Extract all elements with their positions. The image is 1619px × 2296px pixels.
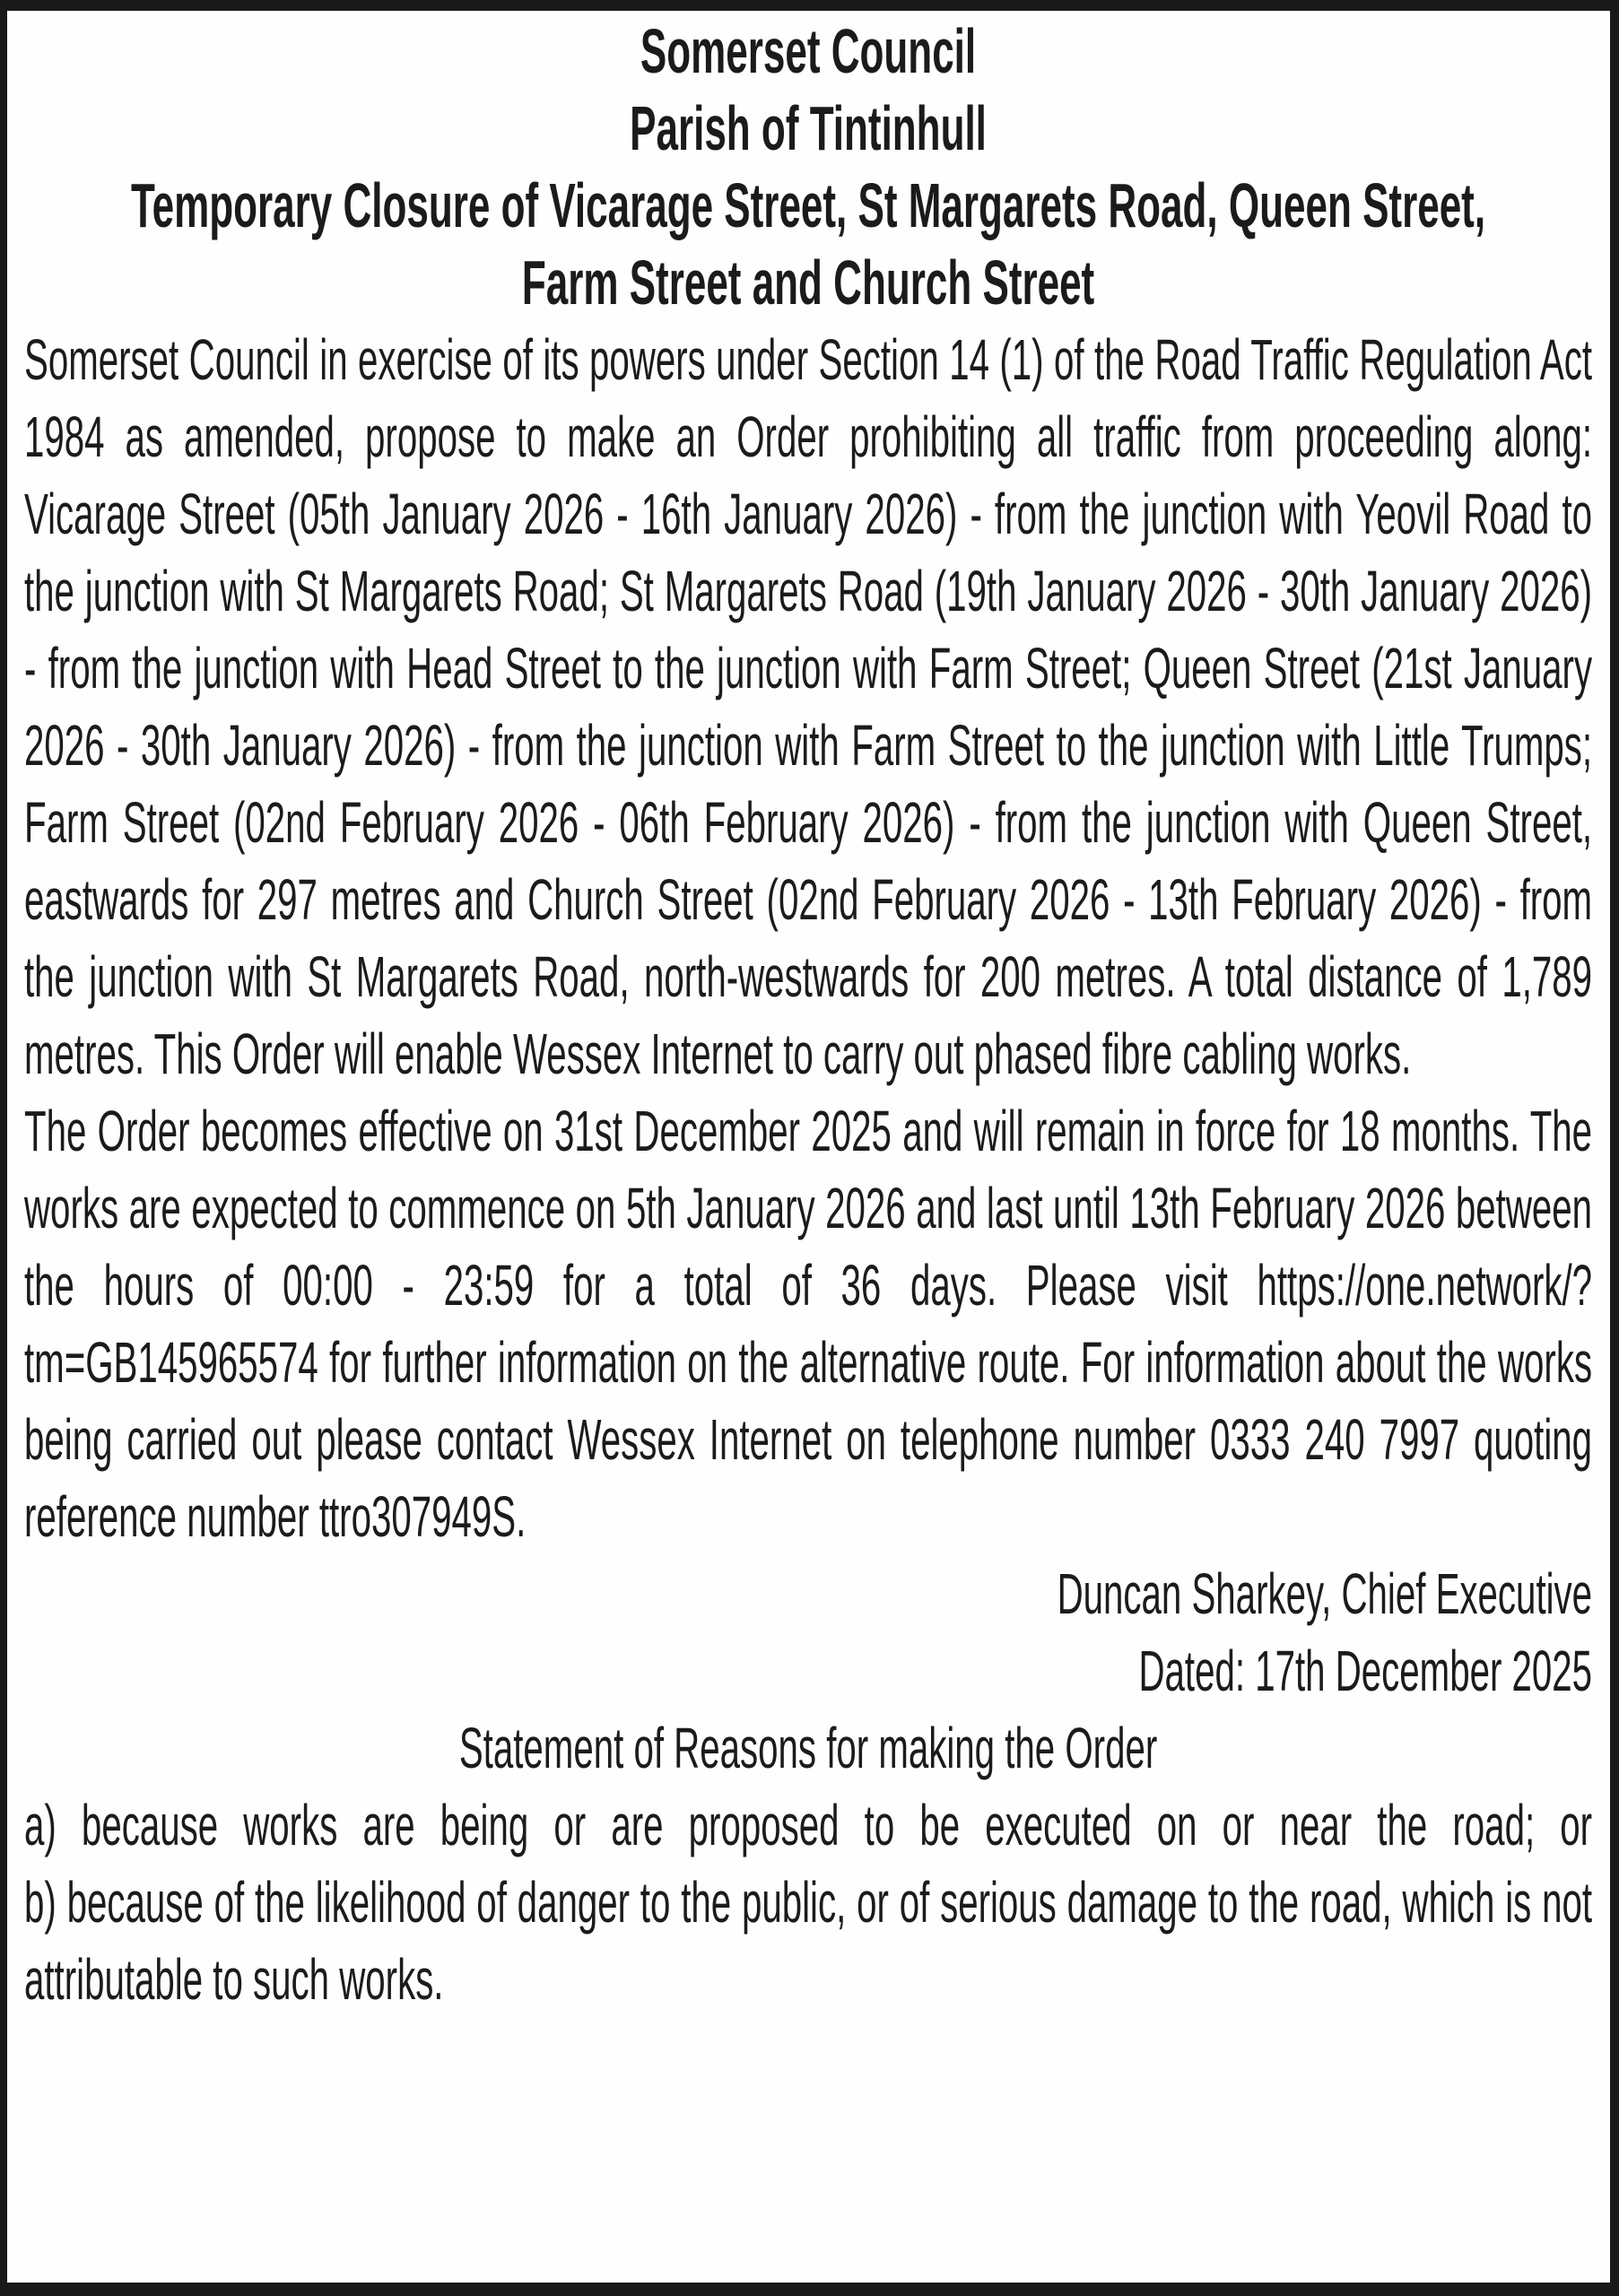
dated-line: Dated: 17th December 2025 <box>1138 1639 1593 1703</box>
notice-subject-heading-line-1: Temporary Closure of Vicarage Street, St Margarets Road, Queen Street, <box>131 170 1486 240</box>
notice-content <box>24 13 1592 2018</box>
notice-sheet <box>7 11 1610 2283</box>
notice-authority-heading: Somerset Council <box>640 16 977 86</box>
notice-subject-heading-line-2: Farm Street and Church Street <box>521 248 1095 317</box>
signatory-line: Duncan Sharkey, Chief Executive <box>1057 1561 1593 1626</box>
effective-dates-paragraph: The Order becomes effective on 31st December 2025 and will remain in force for 18 months. The works are expected to commence on 5th January 2026 and last until 13th February 2026 between the hours of 00:00 - 23:59 for a total of 36 days. Please visit https://one.network/?tm=GB145965574 for further information on the alternative route. For information about the works being carried out please contact Wessex Internet on telephone number 0333 240 7997 quoting reference number ttro307949S. <box>24 1099 1593 1549</box>
notice-parish-heading: Parish of Tintinhull <box>630 93 987 163</box>
statement-of-reasons-heading: Statement of Reasons for making the Order <box>458 1716 1158 1780</box>
reason-item-a: a) because works are being or are proposed to be executed on or near the road; or <box>24 1793 1593 1857</box>
reason-item-b: b) because of the likelihood of danger to the public, or of serious damage to the road, which is not attributable to such works. <box>24 1870 1593 2012</box>
order-details-paragraph: Somerset Council in exercise of its powers under Section 14 (1) of the Road Traffic Regulation Act 1984 as amended, propose to make an Order prohibiting all traffic from proceeding along: Vicarage Street (05th January 2026 - 16th January 2026) - from the junction with Yeovil Road to the junction with St Margarets Road; St Margarets Road (19th January 2026 - 30th January 2026) - from the junction with Head Street to the junction with Farm Street; Queen Street (21st January 2026 - 30th January 2026) - from the junction with Farm Street to the junction with Little Trumps; Farm Street (02nd February 2026 - 06th February 2026) - from the junction with Queen Street, eastwards for 297 metres and Church Street (02nd February 2026 - 13th February 2026) - from the junction with St Margarets Road, north-westwards for 200 metres. A total distance of 1,789 metres. This Order will enable Wessex Internet to carry out phased fibre cabling works. <box>24 327 1593 1086</box>
